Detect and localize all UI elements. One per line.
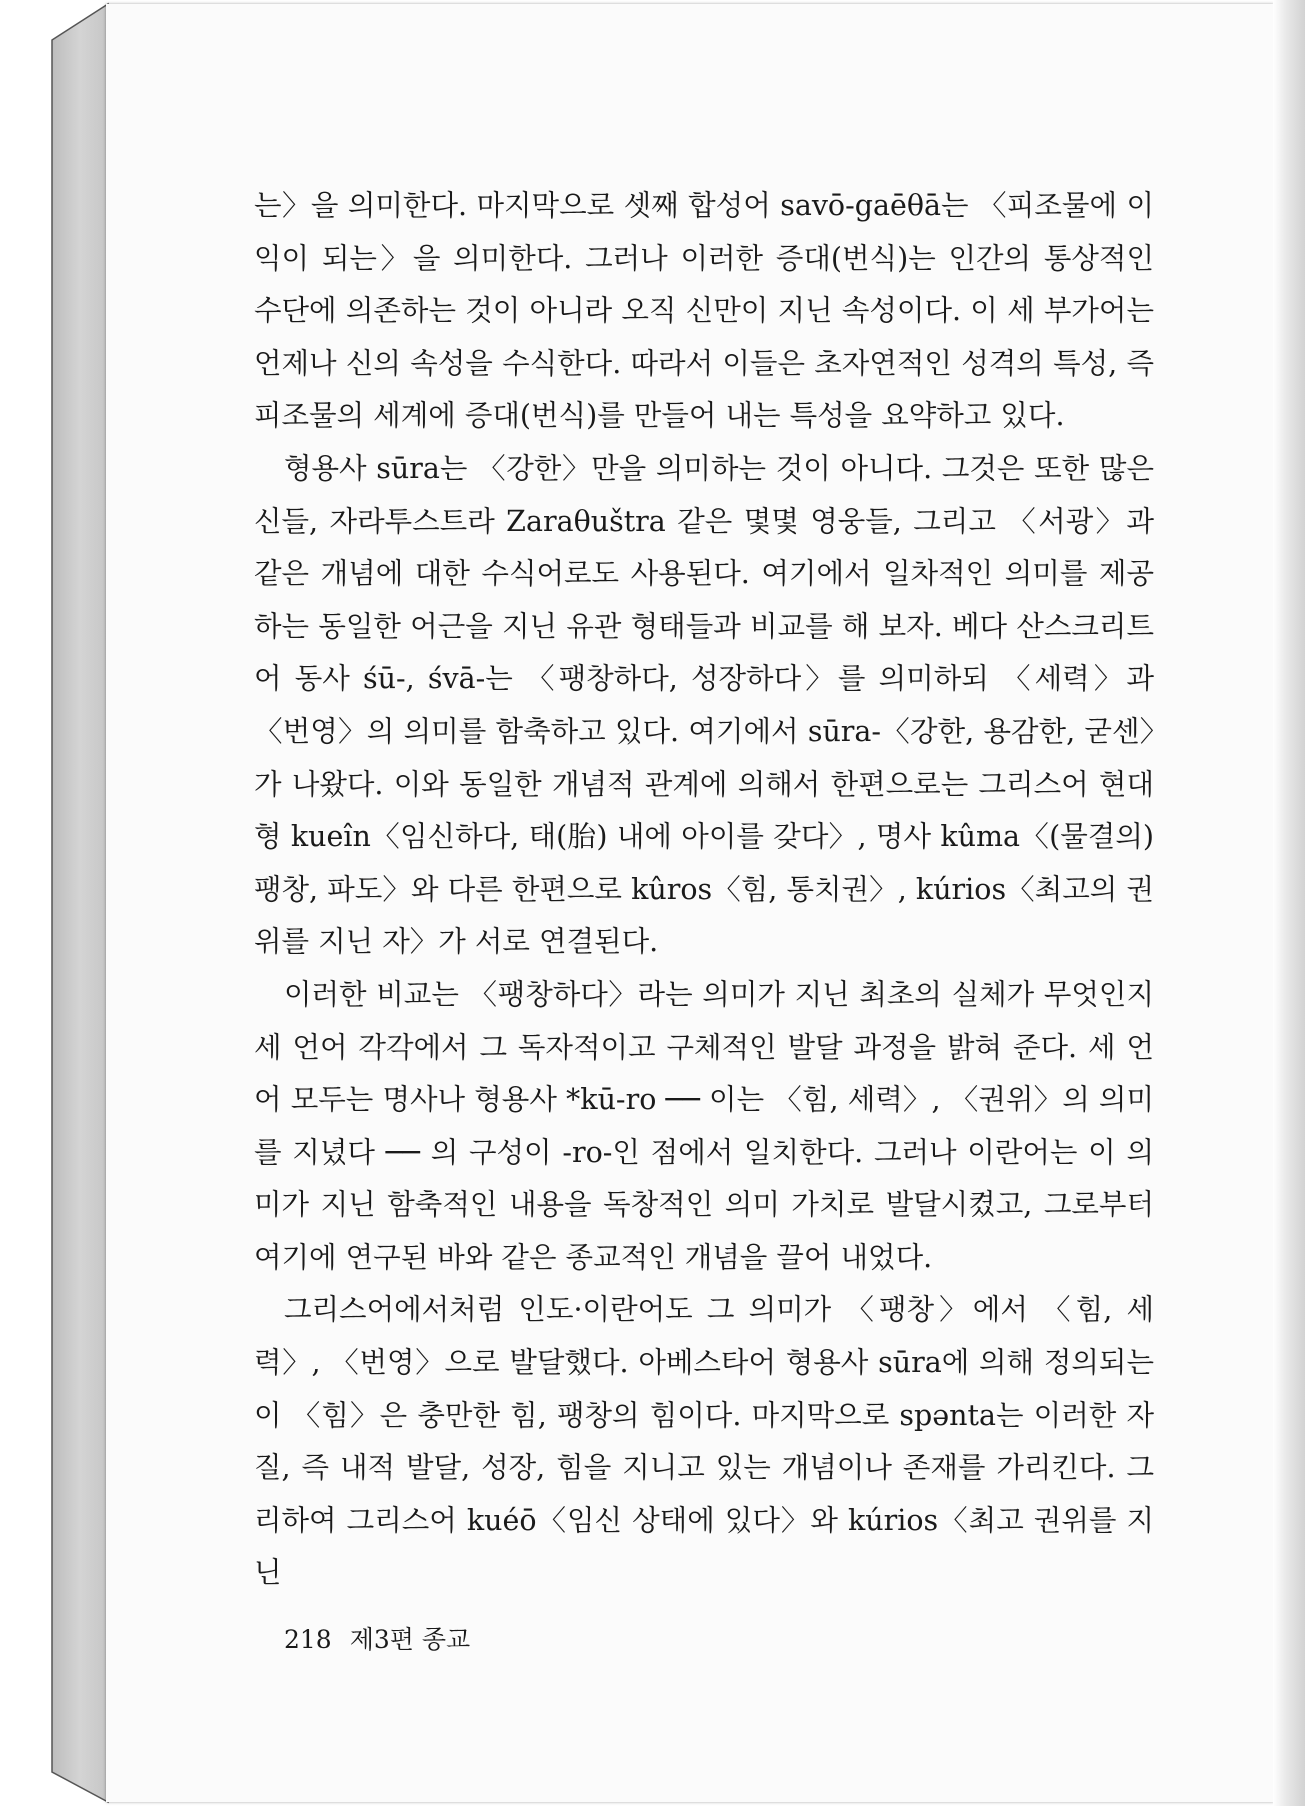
- body-text: [254, 180, 1154, 1600]
- book-edge: [0, 0, 110, 1806]
- page-right-shadow: [1273, 0, 1305, 1806]
- paragraph-1: 는〉을 의미한다. 마지막으로 셋째 합성어 savō-gaēθā는 〈피조물에 이익이 되는〉을 의미한다. 그러나 이러한 증대(번식)는 인간의 통상적인 수단에 의존하는 것이 아니라 오직 신만이 지닌 속성이다. 이 세 부가어는 언제나 신의 속성을 수식한다. 따라서 이들은 초자연적인 성격의 특성, 즉 피조물의 세계에 증대(번식)를 만들어 내는 특성을 요약하고 있다.: [254, 189, 1154, 433]
- page-footer: [284, 1620, 470, 1656]
- paragraph-3: 이러한 비교는 〈팽창하다〉라는 의미가 지닌 최초의 실체가 무엇인지 세 언어 각각에서 그 독자적이고 구체적인 발달 과정을 밝혀 준다. 세 언어 모두는 명사나 형용사 *kū-ro ── 이는 〈힘, 세력〉, 〈권위〉의 의미를 지녔다 ── 의 구성이 -ro-인 점에서 일치한다. 그러나 이란어는 이 의미가 지닌 함축적인 내용을 독창적인 의미 가치로 발달시켰고, 그로부터 여기에 연구된 바와 같은 종교적인 개념을 끌어 내었다.: [254, 977, 1154, 1274]
- paragraph-4: 그리스어에서처럼 인도·이란어도 그 의미가 〈팽창〉에서 〈힘, 세력〉, 〈번영〉으로 발달했다. 아베스타어 형용사 sūra에 의해 정의되는 이 〈힘〉은 충만한 힘, 팽창의 힘이다. 마지막으로 spənta는 이러한 자질, 즉 내적 발달, 성장, 힘을 지니고 있는 개념이나 존재를 가리킨다. 그리하여 그리스어 kuéō〈임신 상태에 있다〉와 kúrios〈최고 권위를 지닌: [254, 1293, 1154, 1590]
- section-title: 제3편 종교: [349, 1625, 471, 1654]
- paragraph-2: 형용사 sūra는 〈강한〉만을 의미하는 것이 아니다. 그것은 또한 많은 신들, 자라투스트라 Zaraθuštra 같은 몇몇 영웅들, 그리고 〈서광〉과 같은 개념에 대한 수식어로도 사용된다. 여기에서 일차적인 의미를 제공하는 동일한 어근을 지닌 유관 형태들과 비교를 해 보자. 베다 산스크리트어 동사 śū-, śvā-는 〈팽창하다, 성장하다〉를 의미하되 〈세력〉과 〈번영〉의 의미를 함축하고 있다. 여기에서 sūra-〈강한, 용감한, 굳센〉가 나왔다. 이와 동일한 개념적 관계에 의해서 한편으로는 그리스어 현대형 kueîn〈임신하다, 태(胎) 내에 아이를 갖다〉, 명사 kûma〈(물결의) 팽창, 파도〉와 다른 한편으로 kûros〈힘, 통치권〉, kúrios〈최고의 권위를 지닌 자〉가 서로 연결된다.: [254, 451, 1154, 959]
- page-number: 218: [284, 1625, 332, 1654]
